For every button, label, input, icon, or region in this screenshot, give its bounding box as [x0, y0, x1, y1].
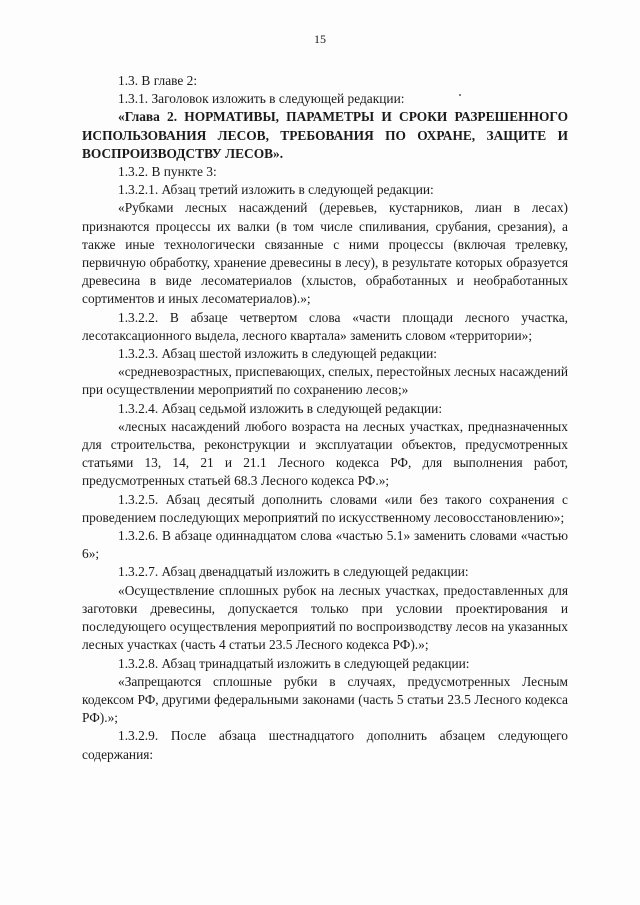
clause-1-3-2-4: 1.3.2.4. Абзац седьмой изложить в следующей редакции: [118, 400, 443, 416]
chapter-heading: «Глава 2. НОРМАТИВЫ, ПАРАМЕТРЫ И СРОКИ РАЗРЕШЕННОГО ИСПОЛЬЗОВАНИЯ ЛЕСОВ, ТРЕБОВАНИЯ ПО ОХРАНЕ, ЗАЩИТЕ И ВОСПРОИЗВОДСТВУ ЛЕСОВ». [82, 109, 568, 161]
quote-paragraph-3: «Рубками лесных насаждений (деревьев, кустарников, лиан в лесах) признаются процессы их валки (в том числе спиливания, срубания, срезания), а также иные технологически связанные с ними процессы (включая трелевку, первичную обработку, хранение древесины в лесу), в результате которых образуется древесина в виде лесоматериалов (хлыстов, обработанных и необработанных сортиментов и иных лесоматериалов).»; [82, 200, 568, 307]
quote-paragraph-12: «Осуществление сплошных рубок на лесных участках, предоставленных для заготовки древесины, допускается только при условии проектирования и последующего осуществления мероприятий по воспроизводству лесов на указанных лесных участках (часть 4 статьи 23.5 Лесного кодекса РФ).»; [82, 582, 568, 653]
clause-1-3-2-3: 1.3.2.3. Абзац шестой изложить в следующей редакции: [118, 346, 437, 362]
clause-1-3-2-1: 1.3.2.1. Абзац третий изложить в следующей редакции: [118, 182, 434, 198]
clause-1-3-2-9: 1.3.2.9. После абзаца шестнадцатого дополнить абзацем следующего содержания: [82, 728, 568, 762]
clause-1-3-2-2: 1.3.2.2. В абзаце четвертом слова «части площади лесного участка, лесотаксационного выдела, лесного квартала» заменить словом «территории»; [82, 309, 568, 343]
clause-1-3-1: 1.3.1. Заголовок изложить в следующей редакции: [118, 91, 405, 107]
quote-paragraph-7: «лесных насаждений любого возраста на лесных участках, предназначенных для строительства, реконструкции и эксплуатации объектов, предусмотренных статьями 13, 14, 21 и 21.1 Лесного кодекса РФ, для выполнения работ, предусмотренных статьей 68.3 Лесного кодекса РФ.»; [82, 418, 568, 489]
document-body [82, 72, 568, 764]
clause-1-3-2-6: 1.3.2.6. В абзаце одиннадцатом слова «частью 5.1» заменить словами «частью 6»; [82, 528, 568, 562]
clause-1-3-2-8: 1.3.2.8. Абзац тринадцатый изложить в следующей редакции: [118, 655, 470, 671]
quote-paragraph-6: «средневозрастных, приспевающих, спелых, перестойных лесных насаждений при осуществлении мероприятий по сохранению лесов;» [82, 364, 568, 398]
clause-1-3-2: 1.3.2. В пункте 3: [118, 164, 217, 180]
quote-paragraph-13: «Запрещаются сплошные рубки в случаях, предусмотренных Лесным кодексом РФ, другими федеральными законами (часть 5 статьи 23.5 Лесного кодекса РФ).»; [82, 673, 568, 726]
clause-1-3-2-5: 1.3.2.5. Абзац десятый дополнить словами «или без такого сохранения с проведением последующих мероприятий по искусственному лесовосстановлению»; [82, 491, 568, 525]
page-number: 15 [314, 32, 326, 46]
clause-1-3: 1.3. В главе 2: [118, 73, 198, 88]
clause-1-3-2-7: 1.3.2.7. Абзац двенадцатый изложить в следующей редакции: [118, 564, 469, 580]
